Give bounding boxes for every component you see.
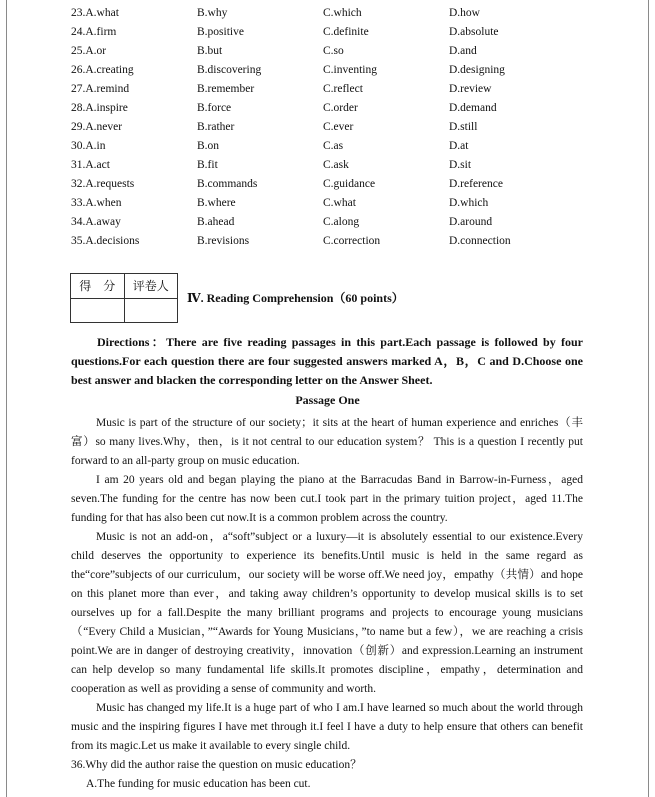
option-b: B.but bbox=[197, 45, 223, 57]
paragraph-1: Music is part of the structure of our society；it sits at the heart of human experience and enriches（丰富）so many lives.Why，then，is it not central to our education system？ This is a question I recently put forward to an all-party group on music education. bbox=[71, 417, 583, 467]
passage-title: Passage One bbox=[295, 393, 360, 407]
answer-option-a: A.The funding for music education has been cut. bbox=[86, 778, 311, 790]
option-a: 26.A.creating bbox=[71, 64, 134, 76]
option-b: B.ahead bbox=[197, 216, 235, 228]
score-box bbox=[70, 273, 178, 323]
option-a: 28.A.inspire bbox=[71, 102, 128, 114]
option-a: 25.A.or bbox=[71, 45, 107, 57]
option-row-32 bbox=[71, 175, 611, 194]
option-b: B.revisions bbox=[197, 235, 250, 247]
option-row-29 bbox=[71, 118, 611, 137]
option-a: 27.A.remind bbox=[71, 83, 130, 95]
option-d: D.how bbox=[449, 7, 480, 19]
option-b: B.commands bbox=[197, 178, 258, 190]
directions bbox=[71, 333, 583, 390]
option-d: D.absolute bbox=[449, 26, 499, 38]
option-b: B.force bbox=[197, 102, 232, 114]
option-c: C.which bbox=[323, 7, 362, 19]
option-row-34 bbox=[71, 213, 611, 232]
option-a: 32.A.requests bbox=[71, 178, 135, 190]
cloze-options-list bbox=[71, 4, 611, 251]
option-c: C.guidance bbox=[323, 178, 376, 190]
option-d: D.demand bbox=[449, 102, 497, 114]
option-c: C.ever bbox=[323, 121, 354, 133]
directions-text: Directions：There are five reading passages in this part.Each passage is followed by four questions.For each question there are four suggested answers marked A，B，C and D.Choose one best answer and blacken the corresponding letter on the Answer Sheet. bbox=[71, 335, 583, 387]
option-b: B.rather bbox=[197, 121, 235, 133]
option-d: D.and bbox=[449, 45, 477, 57]
option-d: D.reference bbox=[449, 178, 503, 190]
grader-cell bbox=[124, 298, 178, 323]
option-row-23 bbox=[71, 4, 611, 23]
question-36: 36.Why did the author raise the question on music education？ bbox=[71, 759, 362, 771]
option-d: D.designing bbox=[449, 64, 505, 76]
option-row-33 bbox=[71, 194, 611, 213]
option-row-28 bbox=[71, 99, 611, 118]
option-b: B.on bbox=[197, 140, 220, 152]
option-a: 23.A.what bbox=[71, 7, 119, 19]
option-d: D.connection bbox=[449, 235, 511, 247]
option-a: 31.A.act bbox=[71, 159, 110, 171]
option-d: D.sit bbox=[449, 159, 472, 171]
option-d: D.still bbox=[449, 121, 478, 133]
option-a: 35.A.decisions bbox=[71, 235, 140, 247]
grader-label: 评卷人 bbox=[124, 274, 178, 299]
option-c: C.correction bbox=[323, 235, 381, 247]
option-a: 30.A.in bbox=[71, 140, 106, 152]
option-c: C.reflect bbox=[323, 83, 363, 95]
option-c: C.ask bbox=[323, 159, 349, 171]
score-label: 得 分 bbox=[71, 274, 125, 299]
option-b: B.fit bbox=[197, 159, 218, 171]
option-a: 24.A.firm bbox=[71, 26, 117, 38]
option-row-30 bbox=[71, 137, 611, 156]
option-d: D.around bbox=[449, 216, 493, 228]
option-c: C.so bbox=[323, 45, 344, 57]
option-row-25 bbox=[71, 42, 611, 61]
option-c: C.order bbox=[323, 102, 358, 114]
option-row-24 bbox=[71, 23, 611, 42]
option-d: D.at bbox=[449, 140, 469, 152]
paragraph-4: Music has changed my life.It is a huge part of who I am.I have learned so much about the world through music and the inspiring figures I have met through it.I feel I have a duty to help ensure that others can benefit from its magic.Let us make it available to every single child. bbox=[71, 702, 583, 752]
option-c: C.as bbox=[323, 140, 344, 152]
paragraph-2: I am 20 years old and began playing the piano at the Barracudas Band in Barrow-in-Furness，aged seven.The funding for the centre has now been cut.I took part in the primary tuition project，aged 11.The funding for that has also been cut now.It is a common problem across the country. bbox=[71, 474, 583, 524]
section-title: Ⅳ. Reading Comprehension（60 points） bbox=[187, 291, 404, 305]
option-c: C.along bbox=[323, 216, 360, 228]
option-row-27 bbox=[71, 80, 611, 99]
option-a: 34.A.away bbox=[71, 216, 121, 228]
option-c: C.what bbox=[323, 197, 356, 209]
score-cell bbox=[71, 298, 125, 323]
option-b: B.positive bbox=[197, 26, 244, 38]
option-row-35 bbox=[71, 232, 611, 251]
option-b: B.remember bbox=[197, 83, 255, 95]
paragraph-3: Music is not an add-on，a“soft”subject or a luxury—it is absolutely essential to our existence.Every child deserves the opportunity to experience its benefits.Until music is held in the same regard as the“core”subjects of our curriculum，our society will be worse off.We need joy，empathy（共情）and hope on this planet more than ever，and taking away children’s opportunity to develop musical skills is to set ourselves up for a fall.Despite the many brilliant programs and projects to encourage young musicians（“Every Child a Musician，”“Awards for Young Musicians，”to name but a few），we are reaching a crisis point.We are in danger of destroying creativity，innovation（创新）and expression.Learning an instrument can help develop so many fundamental life skills.It promotes discipline，empathy，determination and cooperation as well as providing a sense of community and worth. bbox=[71, 531, 583, 695]
option-b: B.where bbox=[197, 197, 236, 209]
option-b: B.discovering bbox=[197, 64, 262, 76]
option-c: C.definite bbox=[323, 26, 369, 38]
option-b: B.why bbox=[197, 7, 228, 19]
option-row-26 bbox=[71, 61, 611, 80]
option-c: C.inventing bbox=[323, 64, 377, 76]
option-a: 33.A.when bbox=[71, 197, 122, 209]
option-row-31 bbox=[71, 156, 611, 175]
passage-body bbox=[71, 414, 583, 794]
option-a: 29.A.never bbox=[71, 121, 123, 133]
option-d: D.which bbox=[449, 197, 489, 209]
option-d: D.review bbox=[449, 83, 492, 95]
